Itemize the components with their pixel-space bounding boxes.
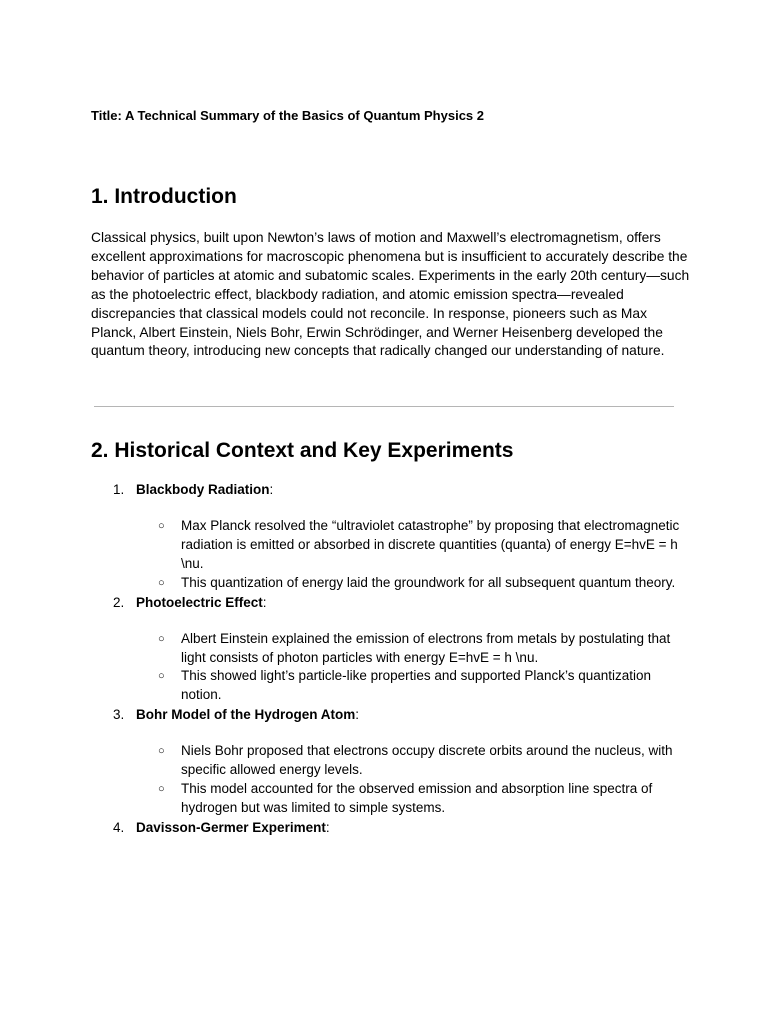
list-item-title — [136, 593, 267, 612]
bullet-item — [0, 742, 681, 780]
bullet-text: This quantization of energy laid the groundwork for all subsequent quantum theory. — [181, 574, 676, 590]
horizontal-divider — [94, 406, 674, 407]
hollow-circle-bullet-icon: ○ — [158, 670, 165, 683]
document-title: Title: A Technical Summary of the Basics of Quantum Physics 2 — [91, 108, 484, 123]
list-item-title-bold: Bohr Model of the Hydrogen Atom — [136, 707, 356, 723]
list-item — [0, 818, 768, 837]
bullet-text: This showed light’s particle-like properties and supported Planck’s quantization notion. — [181, 668, 652, 703]
bullet-list — [0, 724, 768, 818]
list-item-title-suffix: : — [325, 819, 330, 835]
bullet-text: Max Planck resolved the “ultraviolet catastrophe” by proposing that electromagnetic radiation is emitted or absorbed in discrete quantities (quanta) of energy E=hvE = h \nu. — [181, 518, 680, 571]
list-item-title-suffix: : — [269, 482, 274, 497]
list-item-title-suffix: : — [355, 707, 360, 723]
section-heading-historical-context: 2. Historical Context and Key Experiments — [91, 439, 514, 462]
list-item — [0, 705, 768, 818]
list-item-title-bold: Blackbody Radiation — [136, 482, 270, 497]
list-item-title — [136, 705, 359, 724]
list-item-title-bold: Photoelectric Effect — [136, 594, 263, 610]
list-item-number: 1. — [113, 482, 125, 497]
list-item-title-suffix: : — [262, 594, 267, 610]
list-item-number: 3. — [113, 707, 125, 723]
list-item-number: 4. — [113, 819, 125, 835]
bullet-text: This model accounted for the observed emission and absorption line spectra of hydrogen but was limited to simple systems. — [181, 781, 653, 815]
experiments-list — [0, 480, 768, 837]
bullet-item — [0, 667, 681, 705]
bullet-item — [0, 517, 681, 574]
list-item — [0, 480, 768, 593]
bullet-item — [0, 574, 681, 593]
hollow-circle-bullet-icon: ○ — [158, 783, 165, 796]
hollow-circle-bullet-icon: ○ — [158, 632, 165, 645]
list-item-number: 2. — [113, 594, 125, 610]
list-item-heading — [0, 705, 768, 724]
section-heading-introduction: 1. Introduction — [91, 185, 237, 208]
bullet-text: Niels Bohr proposed that electrons occupy discrete orbits around the nucleus, with specific allowed energy levels. — [181, 743, 673, 778]
list-item-heading — [0, 593, 768, 612]
hollow-circle-bullet-icon: ○ — [158, 576, 165, 589]
bullet-item — [0, 780, 681, 818]
bullet-text: Albert Einstein explained the emission of electrons from metals by postulating that light consists of photon particles with energy E=hvE = h \nu. — [181, 630, 671, 665]
hollow-circle-bullet-icon: ○ — [158, 745, 165, 758]
list-item-title-bold: Davisson-Germer Experiment — [136, 819, 326, 835]
list-item-title — [136, 480, 273, 499]
bullet-list — [0, 612, 768, 706]
list-item — [0, 593, 768, 706]
bullet-list — [0, 499, 768, 593]
list-item-heading — [0, 480, 768, 499]
hollow-circle-bullet-icon: ○ — [158, 520, 165, 532]
bullet-item — [0, 630, 681, 668]
list-item-title — [136, 818, 330, 837]
list-item-heading — [0, 818, 768, 837]
introduction-paragraph: Classical physics, built upon Newton’s laws of motion and Maxwell’s electromagnetism, offers excellent approximations for macroscopic phenomena but is insufficient to accurately describe the behavior of particles at atomic and subatomic scales. Experiments in the early 20th century—such as the photoelectric effect, blackbody radiation, and atomic emission spectra—revealed discrepancies that classical models could not reconcile. In response, pioneers such as Max Planck, Albert Einstein, Niels Bohr, Erwin Schrödinger, and Werner Heisenberg developed the quantum theory, introducing new concepts that radically changed our understanding of nature. — [91, 230, 690, 359]
